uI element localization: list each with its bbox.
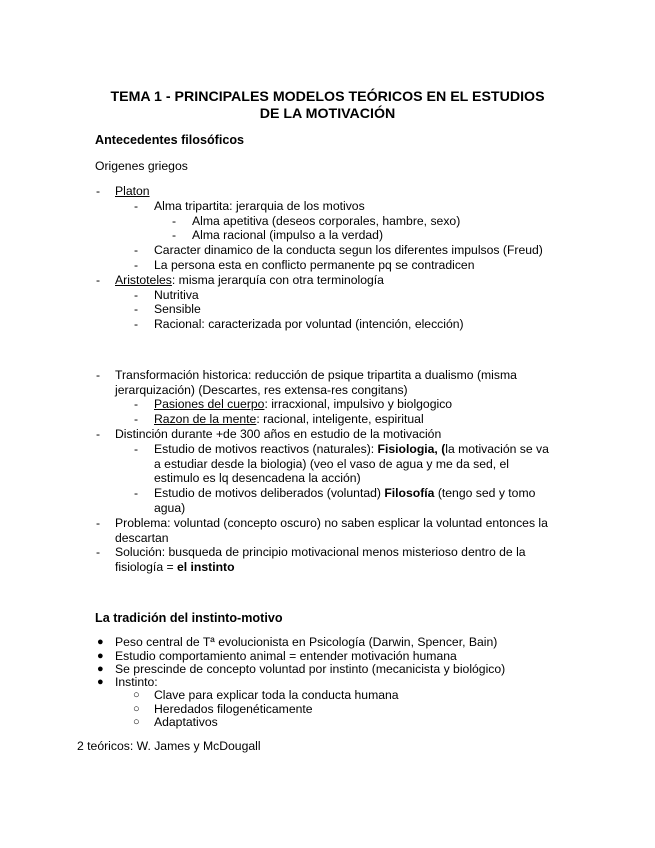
- item-motivos-reactivos-1: [154, 442, 549, 456]
- dash-marker: -: [96, 516, 101, 530]
- pasiones-text: : irracxional, impulsivo y biolgogico: [264, 397, 453, 411]
- dash-marker: -: [172, 228, 177, 242]
- dash-marker: -: [96, 273, 101, 287]
- page-title-line-2: DE LA MOTIVACIÓN: [259, 106, 396, 122]
- item-persona-conflicto: La persona esta en conflicto permanente pq se contradicen: [154, 258, 475, 272]
- item-alma-tripartita: Alma tripartita: jerarquia de los motivos: [154, 199, 365, 213]
- item-platon: Platon: [115, 184, 150, 198]
- subbullet-heredados: Heredados filogenéticamente: [154, 702, 313, 716]
- circle-bullet: ○: [133, 689, 140, 701]
- pasiones-label: Pasiones del cuerpo: [154, 397, 265, 411]
- page-title-line-1: TEMA 1 - PRINCIPALES MODELOS TEÓRICOS EN EL ESTUDIOS: [110, 89, 545, 105]
- aristoteles-text: : misma jerarquía con otra terminología: [171, 273, 384, 287]
- item-distincion: Distinción durante +de 300 años en estudio de la motivación: [115, 427, 442, 441]
- item-motivos-deliberados-1: [154, 486, 535, 500]
- dash-marker: -: [134, 442, 139, 456]
- bullet-voluntad: Se prescinde de concepto voluntad por instinto (mecanicista y biológico): [115, 662, 506, 676]
- subbullet-clave: Clave para explicar toda la conducta humana: [154, 688, 399, 702]
- dash-marker: -: [96, 545, 101, 559]
- dash-marker: -: [96, 368, 101, 382]
- dash-marker: -: [172, 214, 177, 228]
- item-motivos-reactivos-2: a estudiar desde la biologia) (veo el vaso de agua y me da sed, el: [154, 457, 510, 471]
- item-nutritiva: Nutritiva: [154, 288, 199, 302]
- reactivos-text-c: la motivación se va: [445, 442, 549, 456]
- dash-marker: -: [134, 317, 139, 331]
- section-heading-antecedentes: Antecedentes filosóficos: [95, 133, 245, 147]
- item-alma-apetitiva: Alma apetitiva (deseos corporales, hambre, sexo): [192, 214, 461, 228]
- solucion-text: fisiología =: [115, 560, 177, 574]
- bullet-dot: ●: [97, 663, 104, 675]
- bullet-dot: ●: [97, 676, 104, 688]
- subheading-origenes: Origenes griegos: [95, 159, 188, 173]
- item-sensible: Sensible: [154, 302, 201, 316]
- item-razon: [154, 412, 424, 426]
- item-pasiones: [154, 397, 452, 411]
- item-motivos-reactivos-3: estimulo es lq desencadena la acción): [154, 471, 361, 485]
- dash-marker: -: [134, 258, 139, 272]
- item-transformacion-2: jerarquización) (Descartes, res extensa-res congitans): [115, 383, 408, 397]
- dash-marker: -: [134, 486, 139, 500]
- item-racional: Racional: caracterizada por voluntad (intención, elección): [154, 317, 464, 331]
- dash-marker: -: [134, 243, 139, 257]
- bullet-dot: ●: [97, 636, 104, 648]
- item-transformacion-1: Transformación historica: reducción de psique tripartita a dualismo (misma: [115, 368, 517, 382]
- aristoteles-label: Aristoteles: [115, 273, 172, 287]
- item-problema-2: descartan: [115, 531, 169, 545]
- dash-marker: -: [134, 412, 139, 426]
- reactivos-bold: Fisiologia, (: [377, 442, 446, 456]
- item-solucion-2: [115, 560, 235, 574]
- razon-label: Razon de la mente: [154, 412, 257, 426]
- item-motivos-deliberados-2: agua): [154, 501, 186, 515]
- bullet-instinto: Instinto:: [115, 675, 158, 689]
- deliberados-text-a: Estudio de motivos deliberados (voluntad): [154, 486, 385, 500]
- item-problema-1: Problema: voluntad (concepto oscuro) no saben esplicar la voluntad entonces la: [115, 516, 548, 530]
- bullet-peso-central: Peso central de Tª evolucionista en Psicología (Darwin, Spencer, Bain): [115, 635, 498, 649]
- dash-marker: -: [96, 184, 101, 198]
- item-alma-racional: Alma racional (impulso a la verdad): [192, 228, 384, 242]
- footer-teoricos: 2 teóricos: W. James y McDougall: [77, 739, 261, 753]
- circle-bullet: ○: [133, 716, 140, 728]
- circle-bullet: ○: [133, 703, 140, 715]
- dash-marker: -: [134, 302, 139, 316]
- deliberados-text-c: (tengo sed y tomo: [434, 486, 536, 500]
- bullet-dot: ●: [97, 650, 104, 662]
- solucion-bold: el instinto: [177, 560, 235, 574]
- reactivos-text-a: Estudio de motivos reactivos (naturales):: [154, 442, 378, 456]
- subbullet-adaptativos: Adaptativos: [154, 715, 218, 729]
- dash-marker: -: [134, 199, 139, 213]
- dash-marker: -: [96, 427, 101, 441]
- item-solucion-1: Solución: busqueda de principio motivacional menos misterioso dentro de la: [115, 545, 526, 559]
- section-heading-instinto: La tradición del instinto-motivo: [95, 611, 283, 625]
- dash-marker: -: [134, 288, 139, 302]
- bullet-comportamiento-animal: Estudio comportamiento animal = entender motivación humana: [115, 649, 457, 663]
- item-caracter-dinamico: Caracter dinamico de la conducta segun los diferentes impulsos (Freud): [154, 243, 543, 257]
- deliberados-bold: Filosofía: [384, 486, 435, 500]
- item-aristoteles: [115, 273, 384, 287]
- razon-text: : racional, inteligente, espiritual: [256, 412, 424, 426]
- dash-marker: -: [134, 397, 139, 411]
